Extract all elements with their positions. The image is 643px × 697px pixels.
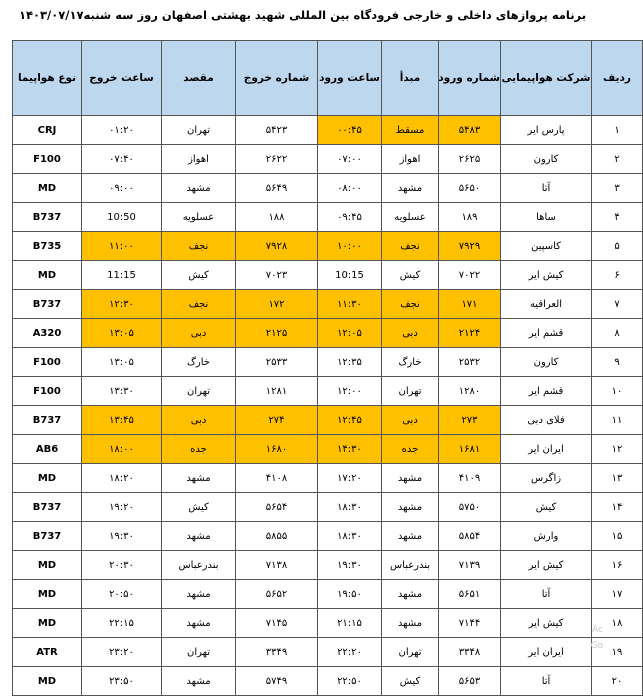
cell-airline: ایران ایر (501, 638, 592, 667)
cell-departure-time: ۱۲:۳۰ (82, 290, 162, 319)
table-row (13, 609, 643, 638)
cell-row-number: ۱۹ (592, 638, 643, 667)
cell-arrival-time: ۱۸:۳۰ (318, 493, 382, 522)
cell-row-number: ۱۸ (592, 609, 643, 638)
header-departure-number: شماره خروج (236, 41, 318, 116)
cell-row-number: ۱ (592, 116, 643, 145)
cell-arrival-number: ۵۴۸۳ (439, 116, 501, 145)
cell-departure-number: ۷۹۲۸ (236, 232, 318, 261)
cell-arrival-number: ۲۶۲۵ (439, 145, 501, 174)
cell-row-number: ۱۰ (592, 377, 643, 406)
cell-destination: دبی (162, 406, 236, 435)
cell-origin: کیش (382, 261, 439, 290)
cell-row-number: ۸ (592, 319, 643, 348)
cell-origin: عسلویه (382, 203, 439, 232)
table-row (13, 377, 643, 406)
cell-arrival-number: ۱۲۸۰ (439, 377, 501, 406)
cell-destination: مشهد (162, 609, 236, 638)
cell-destination: جده (162, 435, 236, 464)
cell-departure-time: ۲۰:۳۰ (82, 551, 162, 580)
cell-arrival-number: ۵۶۵۳ (439, 667, 501, 696)
cell-arrival-time: ۲۲:۵۰ (318, 667, 382, 696)
header-destination: مقصد (162, 41, 236, 116)
cell-arrival-number: ۲۵۳۲ (439, 348, 501, 377)
cell-row-number: ۹ (592, 348, 643, 377)
cell-airline: کیش ایر (501, 261, 592, 290)
cell-arrival-time: ۰۹:۴۵ (318, 203, 382, 232)
cell-aircraft-type: MD (13, 667, 82, 696)
cell-departure-number: ۷۰۲۳ (236, 261, 318, 290)
table-row (13, 348, 643, 377)
cell-origin: بندرعباس (382, 551, 439, 580)
cell-row-number: ۴ (592, 203, 643, 232)
cell-arrival-number: ۷۱۳۹ (439, 551, 501, 580)
cell-departure-number: ۴۱۰۸ (236, 464, 318, 493)
cell-arrival-number: ۳۳۴۸ (439, 638, 501, 667)
cell-arrival-time: ۱۸:۳۰ (318, 522, 382, 551)
cell-destination: بندرعباس (162, 551, 236, 580)
cell-airline: کیش ایر (501, 609, 592, 638)
page-title: برنامه پروازهای داخلی و خارجی فرودگاه بین المللی شهید بهشتی اصفهان روز سه شنبه۱۴۰۳/۰۷/۱۷ (18, 8, 587, 22)
header-aircraft-type: نوع هواپیما (13, 41, 82, 116)
cell-arrival-number: ۵۸۵۴ (439, 522, 501, 551)
cell-departure-time: ۲۳:۲۰ (82, 638, 162, 667)
cell-departure-time: 10:50 (82, 203, 162, 232)
cell-arrival-time: ۰۷:۰۰ (318, 145, 382, 174)
cell-origin: اهواز (382, 145, 439, 174)
cell-aircraft-type: F100 (13, 377, 82, 406)
cell-row-number: ۱۶ (592, 551, 643, 580)
cell-arrival-time: ۱۲:۴۵ (318, 406, 382, 435)
cell-destination: مشهد (162, 174, 236, 203)
cell-origin: مشهد (382, 493, 439, 522)
cell-aircraft-type: B737 (13, 493, 82, 522)
cell-origin: دبی (382, 319, 439, 348)
cell-aircraft-type: MD (13, 261, 82, 290)
cell-airline: آتا (501, 667, 592, 696)
cell-aircraft-type: MD (13, 551, 82, 580)
header-arrival-time: ساعت ورود (318, 41, 382, 116)
cell-departure-number: ۵۶۵۴ (236, 493, 318, 522)
cell-departure-time: ۱۳:۳۰ (82, 377, 162, 406)
cell-arrival-number: ۷۹۲۹ (439, 232, 501, 261)
cell-departure-time: ۱۹:۲۰ (82, 493, 162, 522)
table-row (13, 435, 643, 464)
cell-row-number: ۱۳ (592, 464, 643, 493)
cell-arrival-time: ۱۰:۰۰ (318, 232, 382, 261)
cell-departure-number: ۱۶۸۰ (236, 435, 318, 464)
cell-destination: کیش (162, 493, 236, 522)
cell-destination: تهران (162, 638, 236, 667)
cell-arrival-number: ۱۷۱ (439, 290, 501, 319)
cell-origin: جده (382, 435, 439, 464)
cell-aircraft-type: CRJ (13, 116, 82, 145)
cell-departure-number: ۱۸۸ (236, 203, 318, 232)
cell-aircraft-type: B737 (13, 290, 82, 319)
cell-origin: مشهد (382, 464, 439, 493)
cell-departure-number: ۵۶۵۲ (236, 580, 318, 609)
cell-airline: آتا (501, 580, 592, 609)
table-row (13, 203, 643, 232)
cell-row-number: ۱۷ (592, 580, 643, 609)
cell-origin: نجف (382, 232, 439, 261)
header-row-number: ردیف (592, 41, 643, 116)
cell-departure-time: 11:15 (82, 261, 162, 290)
table-row (13, 145, 643, 174)
cell-departure-number: ۱۷۲ (236, 290, 318, 319)
flight-schedule-table (12, 40, 643, 696)
cell-departure-number: ۷۱۴۵ (236, 609, 318, 638)
cell-aircraft-type: MD (13, 174, 82, 203)
cell-arrival-time: ۰۸:۰۰ (318, 174, 382, 203)
cell-origin: تهران (382, 377, 439, 406)
header-origin: مبدأ (382, 41, 439, 116)
table-row (13, 638, 643, 667)
cell-departure-number: ۵۶۴۹ (236, 174, 318, 203)
cell-aircraft-type: B737 (13, 406, 82, 435)
watermark: Ac Go (590, 625, 603, 651)
cell-destination: مشهد (162, 522, 236, 551)
cell-arrival-number: ۵۷۵۰ (439, 493, 501, 522)
cell-aircraft-type: MD (13, 609, 82, 638)
cell-departure-number: ۵۴۲۳ (236, 116, 318, 145)
cell-departure-time: ۰۷:۴۰ (82, 145, 162, 174)
cell-departure-time: ۱۳:۰۵ (82, 319, 162, 348)
cell-departure-time: ۱۱:۰۰ (82, 232, 162, 261)
cell-departure-number: ۳۳۴۹ (236, 638, 318, 667)
header-airline: شرکت هواپیمایی (501, 41, 592, 116)
cell-origin: خارگ (382, 348, 439, 377)
cell-destination: دبی (162, 319, 236, 348)
table-row (13, 493, 643, 522)
table-row (13, 290, 643, 319)
cell-departure-time: ۲۳:۵۰ (82, 667, 162, 696)
cell-aircraft-type: B737 (13, 522, 82, 551)
cell-airline: کارون (501, 348, 592, 377)
table-row (13, 116, 643, 145)
cell-arrival-time: ۱۲:۰۰ (318, 377, 382, 406)
cell-airline: کیش (501, 493, 592, 522)
cell-origin: نجف (382, 290, 439, 319)
cell-arrival-number: ۲۱۲۴ (439, 319, 501, 348)
cell-origin: دبی (382, 406, 439, 435)
table-row (13, 580, 643, 609)
cell-departure-number: ۲۵۳۳ (236, 348, 318, 377)
cell-origin: مشهد (382, 522, 439, 551)
cell-aircraft-type: B737 (13, 203, 82, 232)
cell-departure-number: ۷۱۳۸ (236, 551, 318, 580)
cell-row-number: ۷ (592, 290, 643, 319)
table-row (13, 174, 643, 203)
cell-aircraft-type: F100 (13, 348, 82, 377)
cell-arrival-time: ۱۲:۰۵ (318, 319, 382, 348)
cell-airline: کارون (501, 145, 592, 174)
cell-departure-time: ۱۸:۲۰ (82, 464, 162, 493)
cell-row-number: ۱۵ (592, 522, 643, 551)
cell-arrival-number: ۷۱۴۴ (439, 609, 501, 638)
cell-airline: قشم ایر (501, 319, 592, 348)
cell-departure-number: ۲۶۲۲ (236, 145, 318, 174)
cell-arrival-time: 10:15 (318, 261, 382, 290)
cell-departure-number: ۵۷۴۹ (236, 667, 318, 696)
cell-origin: تهران (382, 638, 439, 667)
table-row (13, 319, 643, 348)
cell-destination: کیش (162, 261, 236, 290)
cell-departure-time: ۲۰:۵۰ (82, 580, 162, 609)
cell-row-number: ۶ (592, 261, 643, 290)
cell-departure-number: ۲۷۴ (236, 406, 318, 435)
cell-arrival-number: ۱۶۸۱ (439, 435, 501, 464)
cell-row-number: ۱۱ (592, 406, 643, 435)
cell-aircraft-type: F100 (13, 145, 82, 174)
cell-origin: مشهد (382, 580, 439, 609)
cell-airline: پارس ایر (501, 116, 592, 145)
cell-arrival-time: ۱۹:۵۰ (318, 580, 382, 609)
cell-arrival-time: ۱۴:۳۰ (318, 435, 382, 464)
cell-destination: مشهد (162, 667, 236, 696)
cell-aircraft-type: A320 (13, 319, 82, 348)
cell-arrival-time: ۱۹:۳۰ (318, 551, 382, 580)
cell-origin: مشهد (382, 609, 439, 638)
cell-departure-number: ۵۸۵۵ (236, 522, 318, 551)
table-row (13, 551, 643, 580)
table-row (13, 406, 643, 435)
cell-airline: وارش (501, 522, 592, 551)
cell-arrival-time: ۰۰:۴۵ (318, 116, 382, 145)
cell-origin: مسقط (382, 116, 439, 145)
cell-arrival-number: ۵۶۵۰ (439, 174, 501, 203)
cell-row-number: ۱۲ (592, 435, 643, 464)
cell-origin: مشهد (382, 174, 439, 203)
cell-aircraft-type: AB6 (13, 435, 82, 464)
cell-arrival-time: ۱۱:۳۰ (318, 290, 382, 319)
cell-destination: تهران (162, 377, 236, 406)
cell-row-number: ۲۰ (592, 667, 643, 696)
cell-airline: العراقیه (501, 290, 592, 319)
header-departure-time: ساعت خروج (82, 41, 162, 116)
cell-arrival-number: ۵۶۵۱ (439, 580, 501, 609)
cell-airline: فلای دبی (501, 406, 592, 435)
cell-departure-time: ۱۹:۳۰ (82, 522, 162, 551)
table-row (13, 261, 643, 290)
table-row (13, 522, 643, 551)
cell-airline: قشم ایر (501, 377, 592, 406)
cell-destination: نجف (162, 232, 236, 261)
cell-aircraft-type: MD (13, 464, 82, 493)
header-arrival-number: شماره ورود (439, 41, 501, 116)
cell-row-number: ۱۴ (592, 493, 643, 522)
cell-destination: عسلویه (162, 203, 236, 232)
cell-row-number: ۲ (592, 145, 643, 174)
cell-airline: آتا (501, 174, 592, 203)
table-row (13, 232, 643, 261)
cell-row-number: ۳ (592, 174, 643, 203)
cell-airline: ایران ایر (501, 435, 592, 464)
cell-airline: کاسپین (501, 232, 592, 261)
cell-arrival-time: ۲۲:۲۰ (318, 638, 382, 667)
cell-aircraft-type: B735 (13, 232, 82, 261)
cell-destination: تهران (162, 116, 236, 145)
cell-destination: نجف (162, 290, 236, 319)
cell-departure-number: ۲۱۲۵ (236, 319, 318, 348)
cell-aircraft-type: MD (13, 580, 82, 609)
cell-departure-number: ۱۲۸۱ (236, 377, 318, 406)
table-row (13, 667, 643, 696)
table-row (13, 464, 643, 493)
cell-arrival-time: ۱۲:۳۵ (318, 348, 382, 377)
cell-destination: مشهد (162, 464, 236, 493)
cell-departure-time: ۱۳:۰۵ (82, 348, 162, 377)
cell-airline: ساها (501, 203, 592, 232)
cell-arrival-number: ۴۱۰۹ (439, 464, 501, 493)
cell-destination: اهواز (162, 145, 236, 174)
cell-arrival-number: ۷۰۲۲ (439, 261, 501, 290)
cell-aircraft-type: ATR (13, 638, 82, 667)
cell-arrival-time: ۱۷:۲۰ (318, 464, 382, 493)
cell-arrival-number: ۲۷۳ (439, 406, 501, 435)
cell-arrival-number: ۱۸۹ (439, 203, 501, 232)
cell-departure-time: ۱۳:۴۵ (82, 406, 162, 435)
cell-row-number: ۵ (592, 232, 643, 261)
cell-airline: زاگرس (501, 464, 592, 493)
cell-origin: کیش (382, 667, 439, 696)
header-row (13, 41, 643, 116)
cell-arrival-time: ۲۱:۱۵ (318, 609, 382, 638)
cell-destination: خارگ (162, 348, 236, 377)
cell-destination: مشهد (162, 580, 236, 609)
cell-departure-time: ۰۹:۰۰ (82, 174, 162, 203)
cell-airline: کیش ایر (501, 551, 592, 580)
cell-departure-time: ۲۲:۱۵ (82, 609, 162, 638)
cell-departure-time: ۱۸:۰۰ (82, 435, 162, 464)
cell-departure-time: ۰۱:۲۰ (82, 116, 162, 145)
